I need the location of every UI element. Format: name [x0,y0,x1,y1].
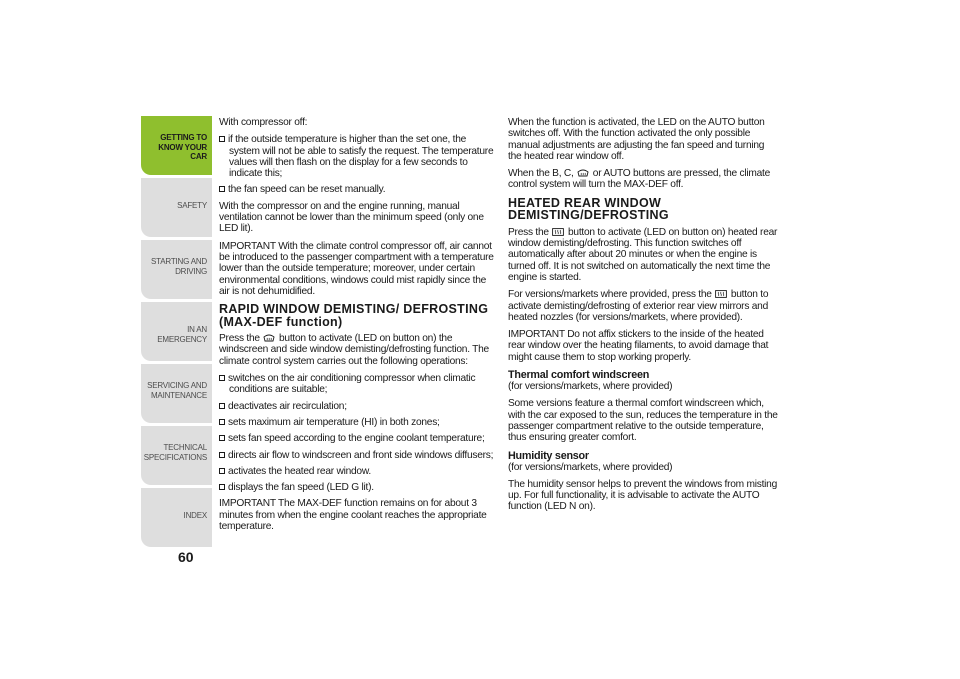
tab-label: SAFETY [177,201,207,210]
text-span: Press the [219,333,260,345]
tab-label: STARTING AND DRIVING [151,257,207,276]
tab-label: GETTING TO KNOW YOUR CAR [158,133,207,161]
text-span: button to activate (LED on button on) the windscreen and side window demisting/defrosting function. The climate control system carries out the following operations: [219,333,489,367]
tab-getting-to-know-your-car[interactable] [141,116,212,175]
tab-starting-and-driving[interactable] [141,240,212,299]
tab-label: TECHNICAL SPECIFICATIONS [143,443,207,462]
paragraph [219,333,494,367]
tab-label: INDEX [183,511,207,520]
bullet-text: sets maximum air temperature (HI) in both zones; [228,416,440,428]
page-number: 60 [178,549,194,565]
checkbox-bullet-icon [219,186,225,192]
tab-index[interactable] [141,488,212,547]
list-item [219,417,494,428]
list-item [219,450,494,461]
subheading-thermal-windscreen: Thermal comfort windscreen [508,369,650,382]
list-item [219,433,494,444]
paragraph [508,168,780,191]
tab-technical-specifications[interactable] [141,426,212,485]
checkbox-bullet-icon [219,484,225,490]
paragraph: When the function is activated, the LED on the AUTO button switches off. With the function activated the only possible manual adjustments are adjusting the fan speed and turning the heated rear window off. [508,117,765,162]
tab-in-an-emergency[interactable] [141,302,212,361]
checkbox-bullet-icon [219,403,225,409]
availability-note: (for versions/markets, where provided) [508,461,673,473]
tab-safety[interactable] [141,178,212,237]
important-note: IMPORTANT Do not affix stickers to the inside of the heated rear window over the heating filaments, to avoid damage that might cause them to stop working properly. [508,329,769,363]
checkbox-bullet-icon [219,435,225,441]
text-span: When the B, C, [508,168,574,180]
checkbox-bullet-icon [219,419,225,425]
text-span: button to activate (LED on button on) heated rear window demisting/defrosting. This function switches off automatically after about 20 minutes or when the engine is turned off. It is not switched on automatically the next time the engine is started. [508,226,778,283]
important-note: IMPORTANT The MAX-DEF function remains on for about 3 minutes from when the engine coolant reaches the appropriate temperature. [219,498,487,533]
bullet-text: deactivates air recirculation; [228,400,347,412]
checkbox-bullet-icon [219,468,225,474]
checkbox-bullet-icon [219,136,225,142]
paragraph [508,289,780,323]
list-item [219,184,494,195]
intro-text: With compressor off: [219,117,308,128]
list-item [219,401,494,412]
bullet-text: activates the heated rear window. [228,465,371,477]
bullet-text: switches on the air conditioning compressor when climatic conditions are suitable; [228,373,476,396]
text-span: or AUTO buttons are pressed, the climate control system will turn the MAX-DEF off. [508,168,771,191]
availability-note: (for versions/markets, where provided) [508,381,673,393]
bullet-text: sets fan speed according to the engine coolant temperature; [228,433,485,445]
subheading-humidity-sensor: Humidity sensor [508,449,589,462]
bullet-text: displays the fan speed (LED G lit). [228,482,374,494]
tab-label: SERVICING AND MAINTENANCE [147,381,207,400]
section-heading: HEATED REAR WINDOW DEMISTING/DEFROSTING [508,195,669,223]
paragraph [508,227,780,283]
paragraph: With the compressor on and the engine running, manual ventilation cannot be lower than the minimum speed (only one LED lit). [219,200,484,235]
section-heading: RAPID WINDOW DEMISTING/ DEFROSTING (MAX-DEF function) [219,302,489,329]
windscreen-defrost-icon [577,169,589,177]
list-item [219,466,494,477]
right-column [508,117,780,519]
tab-servicing-and-maintenance[interactable] [141,364,212,423]
list-item [219,482,494,493]
bullet-text: directs air flow to windscreen and front side windows diffusers; [228,449,494,461]
windscreen-defrost-icon [263,334,275,342]
bullet-text: the fan speed can be reset manually. [228,184,386,196]
important-note: IMPORTANT With the climate control compressor off, air cannot be introduced to the passenger compartment with a temperature lower than the outside temperature; moreover, under certain environmental conditions, windows could mist rapidly since the air is not dehumidified. [219,240,494,297]
paragraph: Some versions feature a thermal comfort windscreen which, with the car exposed to the sun, reduces the temperature in the passenger compartment relative to the outside temperature, thus ensuring greater comfort. [508,398,778,444]
checkbox-bullet-icon [219,375,225,381]
text-span: Press the [508,226,549,238]
text-span: For versions/markets where provided, press the [508,289,712,301]
tab-label: IN AN EMERGENCY [157,325,207,344]
checkbox-bullet-icon [219,452,225,458]
text-span: button to activate demisting/defrosting of exterior rear view mirrors and heated nozzles (for versions/markets, where provided). [508,289,769,323]
list-item [219,134,494,179]
rear-window-defrost-icon [715,290,727,298]
paragraph: The humidity sensor helps to prevent the windows from misting up. For full functionality, it is advisable to activate the AUTO function (LED N on). [508,478,777,513]
list-item [219,373,494,396]
left-column [219,117,494,538]
bullet-text: if the outside temperature is higher than the set one, the system will not be able to satisfy the request. The temperature values will then flash on the display for a few seconds to indicate this; [228,134,494,180]
rear-window-defrost-icon [552,228,564,236]
